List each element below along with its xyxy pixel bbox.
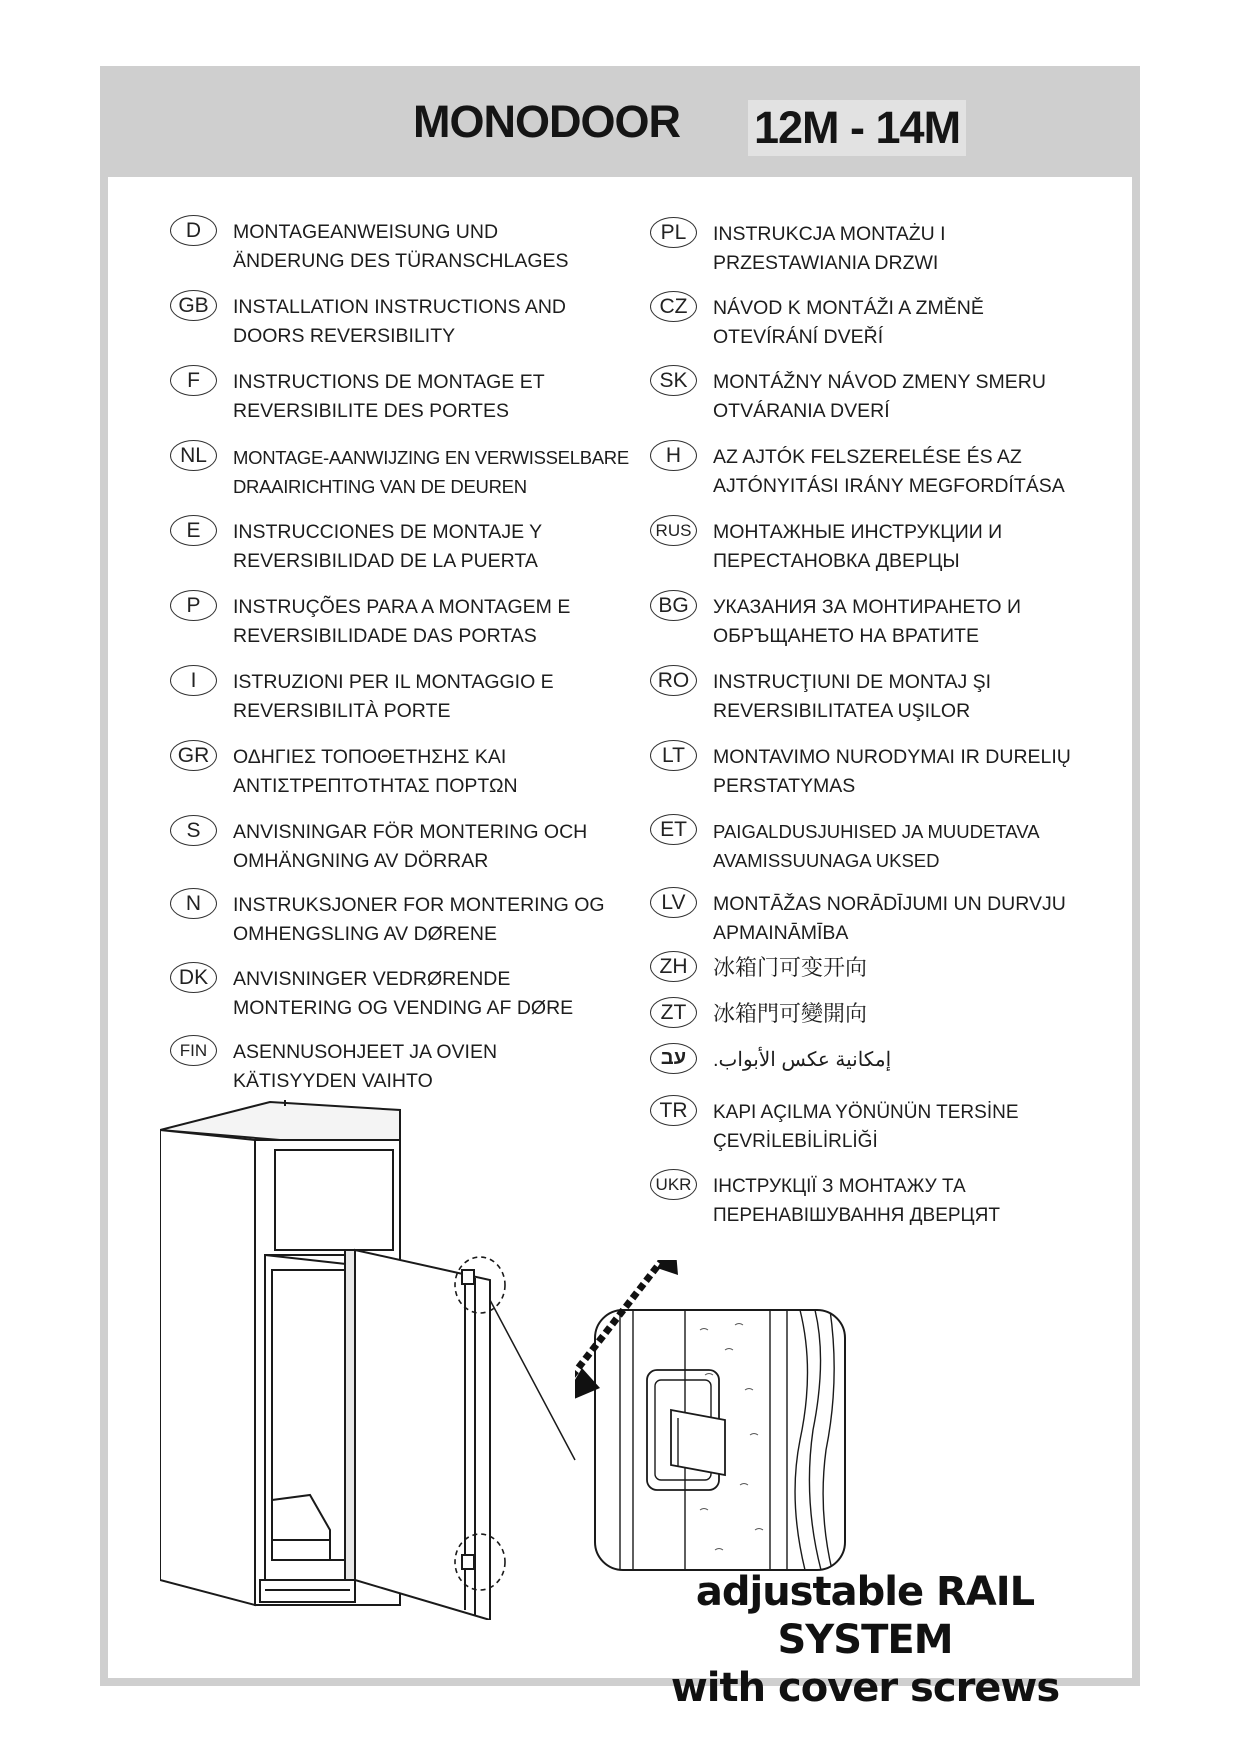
lang-title-line2: ПЕРЕНАВІШУВАННЯ ДВЕРЦЯТ: [713, 1205, 1000, 1226]
lang-entry-gb: [170, 293, 566, 351]
lang-title-line2: REVERSIBILITATEA UŞILOR: [713, 700, 971, 722]
lang-entry-ro: [650, 668, 991, 726]
lang-code-badge: I: [170, 665, 217, 696]
lang-code-badge: H: [650, 440, 697, 471]
rail-detail-illustration: [575, 1260, 875, 1590]
lang-code-badge: FIN: [170, 1035, 217, 1066]
lang-title-line1: INSTRUCCIONES DE MONTAJE Y: [233, 521, 543, 543]
lang-code-badge: UKR: [650, 1169, 697, 1200]
lang-code-badge: DK: [170, 962, 217, 993]
lang-entry-bg: [650, 593, 1021, 651]
lang-code-badge: SK: [650, 365, 697, 396]
lang-entry-ukr: [650, 1172, 1000, 1230]
lang-code-badge: TR: [650, 1095, 697, 1126]
lang-code-badge: GR: [170, 740, 217, 771]
fridge-illustration: [160, 1100, 580, 1620]
lang-title-line1: УКАЗАНИЯ ЗА МОНТИРАНЕТО И: [713, 596, 1021, 618]
lang-title-line1: KAPI AÇILMA YÖNÜNÜN TERSİNE: [713, 1102, 1019, 1123]
lang-code-badge: PL: [650, 217, 697, 248]
lang-title-line1: INSTRUCTIONS DE MONTAGE ET: [233, 371, 545, 393]
lang-title-line1: ΟΔΗΓΙΕΣ ΤΟΠΟΘΕΤΗΣΗΣ ΚΑΙ: [233, 746, 507, 768]
lang-code-badge: S: [170, 815, 217, 846]
lang-entry-dk: [170, 965, 573, 1023]
lang-title-line1: ІНСТРУКЦІЇ З МОНТАЖУ ТА: [713, 1176, 966, 1197]
lang-title-line1: MONTAGE-AANWIJZING EN VERWISSELBARE: [233, 447, 629, 468]
lang-code-badge: NL: [170, 440, 217, 471]
lang-entry-lv: [650, 890, 1066, 948]
lang-title-line2: OTEVÍRÁNÍ DVEŘÍ: [713, 326, 884, 348]
lang-title-line1: NÁVOD K MONTÁŽI A ZMĚNĚ: [713, 297, 984, 319]
lang-title-line2: DRAAIRICHTING VAN DE DEUREN: [233, 476, 527, 497]
lang-entry-lt: [650, 743, 1071, 801]
caption-line2: with cover screws: [670, 1665, 1060, 1711]
lang-title-line1: MONTÁŽNY NÁVOD ZMENY SMERU: [713, 371, 1046, 393]
lang-entry-pl: [650, 220, 946, 278]
lang-title-line1: 冰箱門可變開向: [713, 1001, 868, 1026]
lang-title-line2: OMHÄNGNING AV DÖRRAR: [233, 850, 489, 872]
lang-title-line1: INSTRUÇÕES PARA A MONTAGEM E: [233, 596, 571, 618]
lang-title-line2: PERSTATYMAS: [713, 775, 856, 797]
lang-entry-h: [650, 443, 1065, 501]
lang-code-badge: RUS: [650, 515, 697, 546]
lang-entry-zh: [650, 954, 867, 982]
model-numbers: 12M - 14M: [748, 100, 966, 156]
lang-code-badge: ZH: [650, 951, 697, 982]
lang-title-line1: إمكانية عكس الأبواب.: [713, 1049, 892, 1071]
lang-entry-he: [650, 1046, 891, 1075]
lang-code-badge: ZT: [650, 997, 697, 1028]
lang-title-line2: ÇEVRİLEBİLİRLİĞİ: [713, 1131, 878, 1152]
lang-title-line2: REVERSIBILIDADE DAS PORTAS: [233, 625, 537, 647]
lang-code-badge: GB: [170, 290, 217, 321]
lang-title-line2: AJTÓNYITÁSI IRÁNY MEGFORDÍTÁSA: [713, 475, 1065, 497]
lang-title-line2: OMHENGSLING AV DØRENE: [233, 923, 498, 945]
lang-code-badge: F: [170, 365, 217, 396]
lang-title-line1: INSTRUKCJA MONTAŻU I: [713, 223, 946, 245]
lang-entry-cz: [650, 294, 984, 352]
caption-line1: adjustable RAIL SYSTEM: [695, 1569, 1035, 1663]
lang-title-line1: ASENNUSOHJEET JA OVIEN: [233, 1041, 498, 1063]
lang-title-line1: INSTALLATION INSTRUCTIONS AND: [233, 296, 566, 318]
lang-code-badge: E: [170, 515, 217, 546]
lang-title-line2: AVAMISSUUNAGA UKSED: [713, 850, 940, 871]
lang-code-badge: ET: [650, 814, 697, 845]
lang-code-badge: D: [170, 215, 217, 246]
lang-title-line1: MONTAVIMO NURODYMAI IR DURELIŲ: [713, 746, 1071, 768]
lang-title-line2: DOORS REVERSIBILITY: [233, 325, 456, 347]
lang-entry-s: [170, 818, 587, 876]
lang-code-badge: P: [170, 590, 217, 621]
lang-entry-n: [170, 891, 605, 949]
lang-entry-zt: [650, 1000, 867, 1028]
lang-title-line2: REVERSIBILIDAD DE LA PUERTA: [233, 550, 538, 572]
lang-title-line1: ISTRUZIONI PER IL MONTAGGIO E: [233, 671, 554, 693]
lang-title-line1: ANVISNINGER VEDRØRENDE: [233, 968, 511, 990]
lang-title-line2: REVERSIBILITÀ PORTE: [233, 700, 451, 722]
lang-title-line2: MONTERING OG VENDING AF DØRE: [233, 997, 574, 1019]
lang-title-line2: APMAINĀMĪBA: [713, 922, 849, 944]
lang-title-line2: KÄTISYYDEN VAIHTO: [233, 1070, 433, 1092]
page-title: MONODOOR: [413, 96, 680, 147]
lang-title-line1: МОНТАЖНЫЕ ИНСТРУКЦИИ И: [713, 521, 1003, 543]
lang-entry-i: [170, 668, 554, 726]
lang-title-line1: MONTĀŽAS NORĀDĪJUMI UN DURVJU: [713, 893, 1066, 915]
lang-code-badge: BG: [650, 590, 697, 621]
lang-entry-sk: [650, 368, 1046, 426]
lang-title-line1: INSTRUKSJONER FOR MONTERING OG: [233, 894, 605, 916]
lang-code-badge: RO: [650, 665, 697, 696]
lang-code-badge: עב: [650, 1043, 697, 1074]
lang-entry-e: [170, 518, 542, 576]
lang-title-line1: AZ AJTÓK FELSZERELÉSE ÉS AZ: [713, 446, 1022, 468]
lang-entry-et: [650, 817, 1040, 875]
lang-entry-tr: [650, 1098, 1019, 1156]
lang-entry-nl: [170, 443, 629, 501]
lang-title-line1: 冰箱门可变开向: [713, 955, 868, 980]
lang-title-line2: OTVÁRANIA DVERÍ: [713, 400, 890, 422]
lang-code-badge: CZ: [650, 291, 697, 322]
lang-title-line2: ПЕРЕСТАНОВКА ДВЕРЦЫ: [713, 550, 960, 572]
lang-entry-d: [170, 218, 569, 276]
lang-entry-fin: [170, 1038, 497, 1096]
lang-title-line1: INSTRUCŢIUNI DE MONTAJ ŞI: [713, 671, 992, 693]
lang-title-line2: ΑΝΤΙΣΤΡΕΠΤΟΤΗΤΑΣ ΠΟΡΤΩΝ: [233, 775, 518, 797]
lang-title-line1: ANVISNINGAR FÖR MONTERING OCH: [233, 821, 588, 843]
lang-code-badge: N: [170, 888, 217, 919]
lang-entry-p: [170, 593, 570, 651]
lang-title-line2: ÄNDERUNG DES TÜRANSCHLAGES: [233, 250, 569, 272]
lang-entry-f: [170, 368, 545, 426]
lang-code-badge: LV: [650, 887, 697, 918]
lang-title-line2: PRZESTAWIANIA DRZWI: [713, 252, 939, 274]
lang-title-line2: REVERSIBILITE DES PORTES: [233, 400, 509, 422]
lang-title-line2: ОБРЪЩАНЕТО НА ВРАТИТЕ: [713, 625, 979, 647]
lang-entry-gr: [170, 743, 518, 801]
lang-title-line1: PAIGALDUSJUHISED JA MUUDETAVA: [713, 821, 1040, 842]
lang-entry-rus: [650, 518, 1002, 576]
lang-title-line1: MONTAGEANWEISUNG UND: [233, 221, 499, 243]
lang-code-badge: LT: [650, 740, 697, 771]
rail-system-caption: [620, 1568, 1110, 1712]
